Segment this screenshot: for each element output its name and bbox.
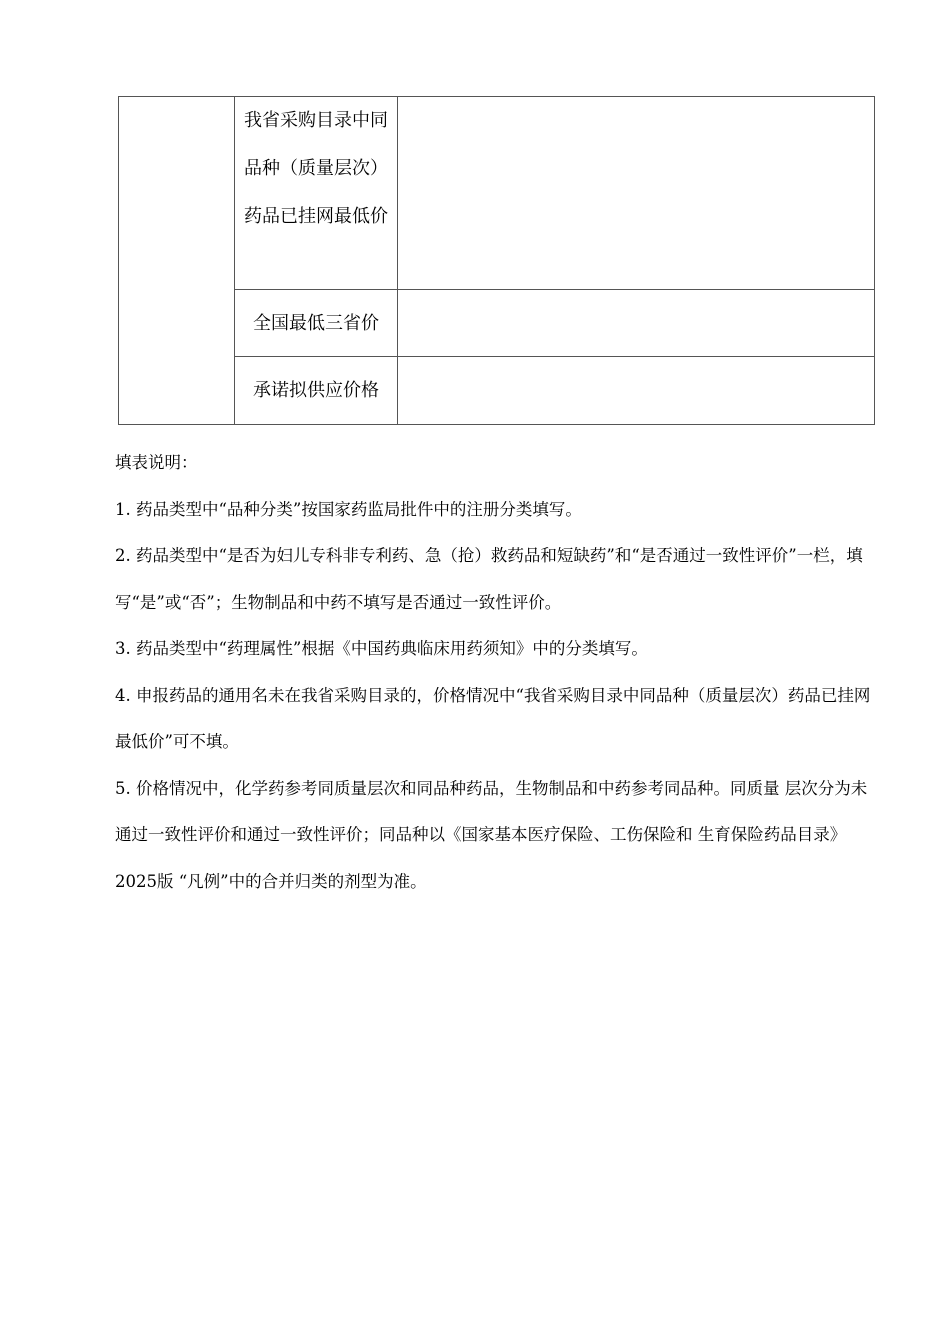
- instruction-item: 1. 药品类型中“品种分类”按国家药监局批件中的注册分类填写。: [115, 499, 582, 519]
- instruction-item: 3. 药品类型中“药理属性”根据《中国药典临床用药须知》中的分类填写。: [115, 639, 648, 658]
- row-value-provincial-lowest-price[interactable]: [398, 97, 875, 290]
- instruction-item: 2. 药品类型中“是否为妇儿专科非专利药、急（抢）救药品和短缺药”和“是否通过一致性评价”一栏，填写“是”或“否”；生物制品和中药不填写是否通过一致性评价。: [115, 546, 863, 612]
- row-value-committed-supply-price[interactable]: [398, 357, 875, 425]
- row-label-national-lowest-three: 全国最低三省价: [235, 290, 398, 357]
- instructions-heading: 填表说明：: [115, 453, 198, 472]
- price-table: [118, 96, 875, 425]
- row-label-provincial-lowest-price: 我省采购目录中同品种（质量层次）药品已挂网最低价: [235, 97, 398, 290]
- merged-category-cell: [119, 97, 235, 425]
- table-row: [119, 97, 875, 290]
- row-value-national-lowest-three[interactable]: [398, 290, 875, 357]
- filling-instructions: [115, 440, 875, 905]
- row-label-committed-supply-price: 承诺拟供应价格: [235, 357, 398, 425]
- instruction-item: 4. 申报药品的通用名未在我省采购目录的，价格情况中“我省采购目录中同品种（质量层次）药品已挂网最低价”可不填。: [115, 685, 871, 751]
- instruction-item: 5. 价格情况中，化学药参考同质量层次和同品种药品，生物制品和中药参考同品种。同质量 层次分为未通过一致性评价和通过一致性评价；同品种以《国家基本医疗保险、工伤保险和 生育保险药品目录》2025版 “凡例”中的合并归类的剂型为准。: [115, 778, 868, 891]
